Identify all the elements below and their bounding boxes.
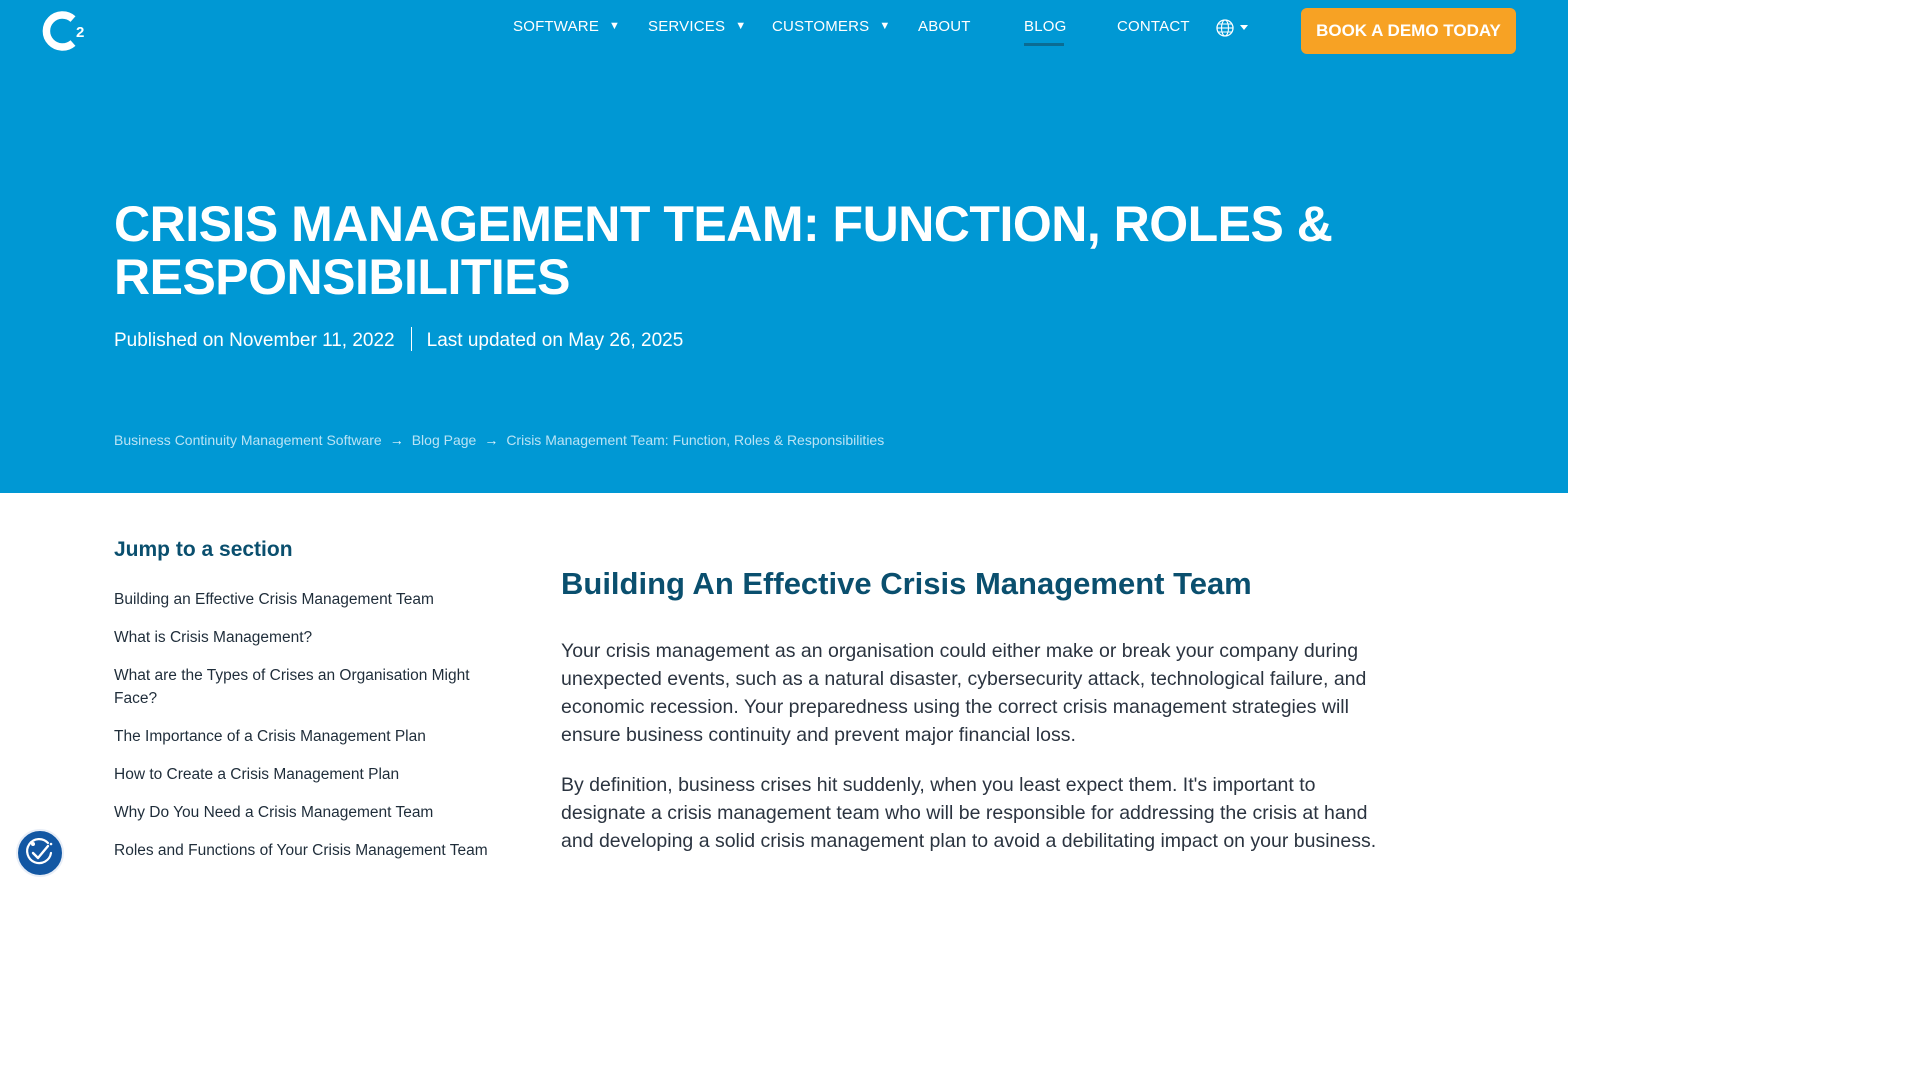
- nav-about-label: ABOUT: [918, 18, 971, 35]
- toc-title: Jump to a section: [114, 538, 293, 561]
- nav-about[interactable]: [918, 18, 971, 35]
- nav-contact[interactable]: [1117, 18, 1190, 35]
- arrow-right-icon: →: [389, 432, 404, 448]
- language-selector[interactable]: [1216, 18, 1252, 43]
- article-heading: Building An Effective Crisis Management Team: [561, 566, 1252, 601]
- article-paragraph: Your crisis management as an organisation could either make or break your company during unexpected events, such as a natural disaster, cybersecurity attack, technological failure, and economic recession. Your preparedness using the correct crisis management strategies will ensure business continuity and prevent major financial loss.: [561, 640, 1367, 746]
- nav-blog-label: BLOG: [1024, 18, 1067, 35]
- page-title: CRISIS MANAGEMENT TEAM: FUNCTION, ROLES & RESPONSIBILITIES: [114, 196, 1333, 305]
- chevron-down-icon: ▼: [735, 20, 747, 32]
- breadcrumb: [114, 432, 884, 448]
- globe-icon: [1216, 18, 1252, 38]
- toc-link[interactable]: Why Do You Need a Crisis Management Team: [114, 804, 434, 821]
- hero-banner: [0, 0, 1568, 493]
- breadcrumb-home-link[interactable]: Business Continuity Management Software: [114, 432, 382, 448]
- list-item: [114, 839, 514, 862]
- breadcrumb-blog-link[interactable]: Blog Page: [411, 432, 477, 448]
- post-dates: [114, 329, 683, 353]
- toc-link[interactable]: How to Create a Crisis Management Plan: [114, 766, 400, 783]
- nav-services-label: SERVICES: [648, 18, 726, 35]
- list-item: [114, 763, 514, 786]
- list-item: [114, 725, 514, 748]
- nav-contact-label: CONTACT: [1117, 18, 1190, 35]
- toc-link[interactable]: Roles and Functions of Your Crisis Management Team: [114, 842, 488, 859]
- accessibility-icon: [18, 831, 62, 875]
- active-nav-indicator: [1024, 43, 1064, 46]
- toc-link[interactable]: What is Crisis Management?: [114, 629, 313, 646]
- updated-date: Last updated on May 26, 2025: [426, 330, 684, 352]
- list-item: [114, 664, 514, 710]
- chevron-down-icon: ▼: [879, 20, 891, 32]
- nav-blog[interactable]: [1024, 18, 1066, 35]
- toc-link[interactable]: What are the Types of Crises an Organisation Might Face?: [114, 667, 470, 707]
- date-divider: [411, 327, 412, 351]
- toc-link[interactable]: The Importance of a Crisis Management Plan: [114, 728, 426, 745]
- logo-superscript: 2: [76, 24, 85, 41]
- nav-customers-label: CUSTOMERS: [772, 18, 870, 35]
- list-item: [114, 801, 514, 824]
- nav-services[interactable]: [648, 18, 746, 35]
- list-item: [114, 588, 514, 611]
- toc-link[interactable]: Building an Effective Crisis Management Team: [114, 591, 434, 608]
- list-item: [114, 626, 514, 649]
- published-date: Published on November 11, 2022: [114, 330, 395, 352]
- chevron-down-icon: ▼: [609, 20, 621, 32]
- book-demo-button[interactable]: BOOK A DEMO TODAY: [1301, 8, 1516, 54]
- article-paragraph: By definition, business crises hit suddenly, when you least expect them. It's important to designate a crisis management team who will be responsible for addressing the crisis at hand and developing a solid crisis management plan to avoid a debilitating impact on your business.: [561, 774, 1377, 852]
- breadcrumb-current-page[interactable]: Crisis Management Team: Function, Roles & Responsibilities: [506, 432, 885, 448]
- accessibility-button[interactable]: [16, 829, 64, 877]
- toc-list: [114, 588, 514, 877]
- nav-software[interactable]: [513, 18, 620, 35]
- main-navigation: [0, 0, 1568, 60]
- arrow-right-icon: →: [484, 432, 499, 448]
- nav-software-label: SOFTWARE: [513, 18, 600, 35]
- nav-customers[interactable]: [772, 18, 890, 35]
